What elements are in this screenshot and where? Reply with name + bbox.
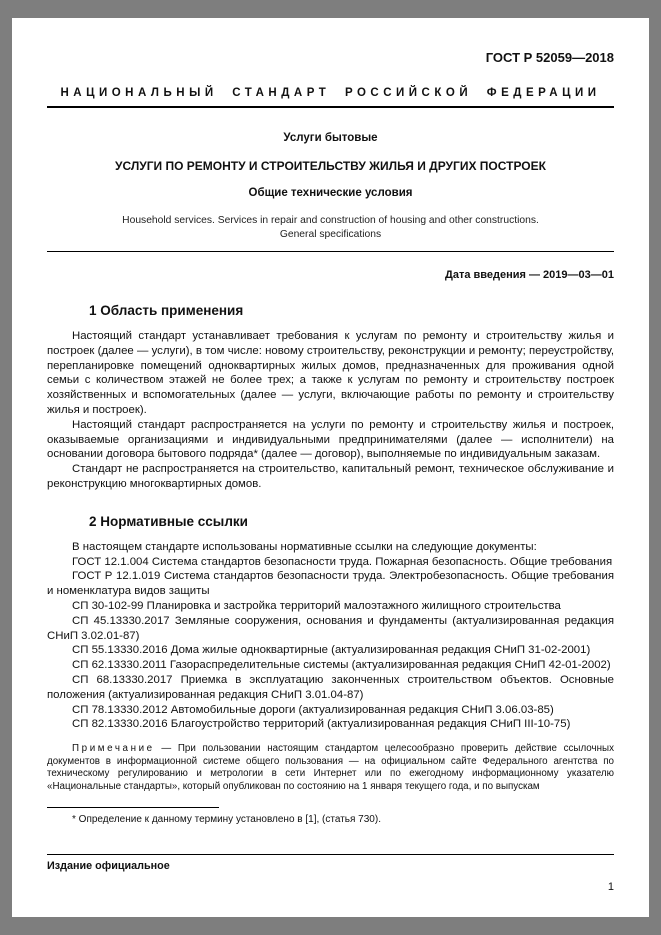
footnote: * Определение к данному термину установлено в [1], (статья 730). bbox=[72, 813, 381, 825]
section-1-paragraph: Стандарт не распространяется на строительство, капитальный ремонт, техническое обслуживание и реконструкцию многоквартирных домов. bbox=[47, 463, 614, 490]
edition-label: Издание официальное bbox=[47, 860, 170, 872]
section-1-heading: 1 Область применения bbox=[89, 303, 244, 318]
page-number: 1 bbox=[607, 881, 614, 893]
title-sub: Общие технические условия bbox=[248, 187, 413, 199]
footnote-separator bbox=[47, 807, 219, 808]
effective-date: Дата введения — 2019—03—01 bbox=[445, 269, 614, 281]
section-2-heading: 2 Нормативные ссылки bbox=[89, 513, 248, 529]
reference-item: СП 45.13330.2017 Земляные сооружения, основания и фундаменты (актуализированная редакция СНиП 3.02.01-87) bbox=[47, 614, 614, 642]
title-english-line1: Household services. Services in repair and construction of housing and other constructions. bbox=[122, 215, 539, 226]
doc-code: ГОСТ Р 52059—2018 bbox=[485, 50, 614, 65]
reference-item: СП 82.13330.2016 Благоустройство территорий (актуализированная редакция СНиП III-10-75) bbox=[72, 718, 571, 731]
reference-item: СП 78.13330.2012 Автомобильные дороги (актуализированная редакция СНиП 3.06.03-85) bbox=[72, 703, 554, 716]
note-label: Примечание bbox=[72, 743, 155, 755]
reference-item: ГОСТ 12.1.004 Система стандартов безопасности труда. Пожарная безопасность. Общие требования bbox=[72, 555, 613, 568]
section-1-paragraph: Настоящий стандарт распространяется на услуги по ремонту и строительству жилья и построек, оказываемые организациями и индивидуальными предпринимателями (далее — исполнители) на основании договора бытового подряда* (далее — договор), выполняемые по индивидуальным заказам. bbox=[47, 418, 614, 461]
page-footer bbox=[47, 854, 614, 893]
title-rule bbox=[47, 251, 614, 252]
reference-item: СП 62.13330.2011 Газораспределительные системы (актуализированная редакция СНиП 42-01-2002) bbox=[72, 659, 611, 672]
reference-item: СП 30-102-99 Планировка и застройка территорий малоэтажного жилищного строительства bbox=[72, 599, 561, 612]
reference-item: ГОСТ Р 12.1.019 Система стандартов безопасности труда. Электробезопасность. Общие требования и номенклатура видов защиты bbox=[47, 570, 614, 598]
note-body: — При пользовании настоящим стандартом целесообразно проверить действие ссылочных документов в информационной системе общего пользования — на официальном сайте Федерального агентства по техническому регулированию и метрологии в сети Интернет или по ежегодному информационному указателю «Национальные стандарты», который опубликован по состоянию на 1 января текущего года, и по выпускам bbox=[47, 743, 614, 792]
section-1-paragraph: Настоящий стандарт устанавливает требования к услугам по ремонту и строительству жилья и построек (далее — услуги), в том числе: новому строительству, реконструкции и ремонту; переустройству, перепланировке помещений одноквартирных жилых домов, предназначенных для проживания одной семьи с количеством этажей не более трех; а также к услугам по ремонту и строительству построек хозяйственных и вспомогательных (далее — услуги, включающие работы по ремонту и строительству жилья и построек). bbox=[47, 330, 614, 416]
references-intro: В настоящем стандарте использованы нормативные ссылки на следующие документы: bbox=[72, 540, 537, 553]
footer-rule bbox=[47, 854, 614, 855]
document-page bbox=[12, 18, 649, 917]
note bbox=[47, 743, 614, 793]
standard-banner: НАЦИОНАЛЬНЫЙ СТАНДАРТ РОССИЙСКОЙ ФЕДЕРАЦИИ bbox=[60, 87, 601, 99]
reference-item: СП 68.13330.2017 Приемка в эксплуатацию законченных строительством объектов. Основные положения (актуализированная редакция СНиП 3.01.04-87) bbox=[47, 673, 614, 701]
title-main: УСЛУГИ ПО РЕМОНТУ И СТРОИТЕЛЬСТВУ ЖИЛЬЯ И ДРУГИХ ПОСТРОЕК bbox=[115, 159, 546, 173]
title-english-line2: General specifications bbox=[279, 228, 382, 240]
reference-item: СП 55.13330.2016 Дома жилые одноквартирные (актуализированная редакция СНиП 31-02-2001) bbox=[72, 644, 591, 657]
title-group: Услуги бытовые bbox=[283, 132, 378, 144]
title-block bbox=[47, 108, 614, 241]
